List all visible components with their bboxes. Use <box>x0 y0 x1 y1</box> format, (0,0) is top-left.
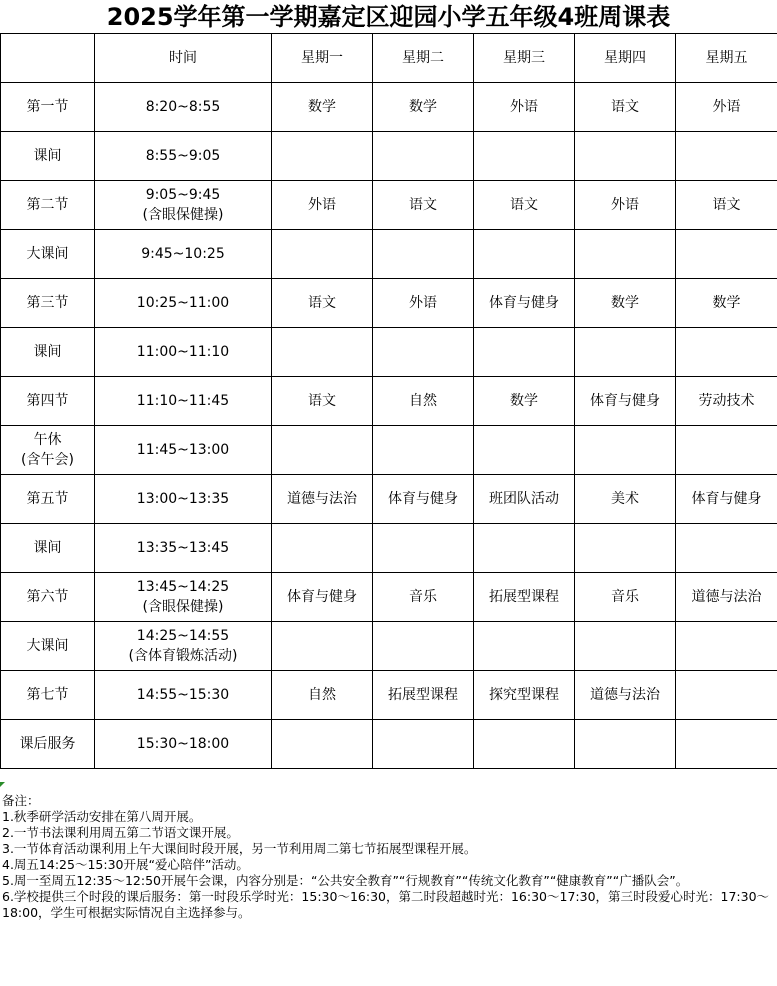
subject-cell-wed <box>474 132 575 181</box>
time-range: 13:35~13:45 <box>136 540 230 556</box>
table-row <box>1 83 777 132</box>
period-label: 大课间 <box>26 638 69 654</box>
subject-cell-thu <box>575 230 676 279</box>
day-header-tue: 星期二 <box>373 34 474 83</box>
time-cell <box>95 328 272 377</box>
timetable <box>0 33 777 769</box>
time-range: 11:45~13:00 <box>136 442 230 458</box>
period-label: 午休 <box>33 432 62 448</box>
table-row <box>1 132 777 181</box>
subject-cell-mon <box>272 720 373 769</box>
subject-cell-wed: 体育与健身 <box>474 279 575 328</box>
time-header: 时间 <box>95 34 272 83</box>
time-range: 13:00~13:35 <box>136 491 230 507</box>
time-cell <box>95 132 272 181</box>
subject-cell-fri <box>676 230 777 279</box>
time-range: 14:25~14:55 <box>136 628 230 644</box>
time-note: (含眼保健操) <box>142 599 224 615</box>
period-cell <box>1 573 95 622</box>
subject-cell-fri <box>676 328 777 377</box>
note-line: 4.周五14:25～15:30开展“爱心陪伴”活动。 <box>2 857 249 872</box>
time-cell <box>95 181 272 230</box>
subject-cell-tue: 语文 <box>373 181 474 230</box>
period-label: 课间 <box>33 148 62 164</box>
table-row <box>1 720 777 769</box>
subject-cell-mon <box>272 132 373 181</box>
period-cell <box>1 230 95 279</box>
subject-cell-tue <box>373 720 474 769</box>
time-cell <box>95 377 272 426</box>
period-label: 第七节 <box>26 687 69 703</box>
period-label: 课间 <box>33 344 62 360</box>
subject-cell-tue: 外语 <box>373 279 474 328</box>
subject-cell-tue: 数学 <box>373 83 474 132</box>
day-header-mon: 星期一 <box>272 34 373 83</box>
period-cell <box>1 328 95 377</box>
subject-cell-thu: 美术 <box>575 475 676 524</box>
period-cell <box>1 132 95 181</box>
time-cell <box>95 279 272 328</box>
time-range: 11:00~11:10 <box>136 344 230 360</box>
time-cell <box>95 524 272 573</box>
cell-marker <box>0 782 5 787</box>
subject-cell-fri: 体育与健身 <box>676 475 777 524</box>
period-note: (含午会) <box>21 452 74 468</box>
period-cell <box>1 720 95 769</box>
period-label: 课间 <box>33 540 62 556</box>
time-range: 8:20~8:55 <box>145 99 221 115</box>
time-cell <box>95 230 272 279</box>
subject-cell-tue <box>373 230 474 279</box>
subject-cell-tue <box>373 622 474 671</box>
subject-cell-thu: 音乐 <box>575 573 676 622</box>
table-row <box>1 524 777 573</box>
table-row <box>1 426 777 475</box>
subject-cell-mon <box>272 426 373 475</box>
subject-cell-mon: 数学 <box>272 83 373 132</box>
period-label: 第一节 <box>26 99 69 115</box>
corner-cell <box>1 34 95 83</box>
period-label: 第五节 <box>26 491 69 507</box>
day-header-wed: 星期三 <box>474 34 575 83</box>
subject-cell-fri <box>676 426 777 475</box>
subject-cell-tue <box>373 328 474 377</box>
table-row <box>1 377 777 426</box>
time-cell <box>95 671 272 720</box>
subject-cell-mon <box>272 230 373 279</box>
subject-cell-fri <box>676 524 777 573</box>
subject-cell-wed <box>474 720 575 769</box>
note-line: 2.一节书法课利用周五第二节语文课开展。 <box>2 825 239 840</box>
time-cell <box>95 720 272 769</box>
period-cell <box>1 524 95 573</box>
subject-cell-fri <box>676 720 777 769</box>
subject-cell-thu: 道德与法治 <box>575 671 676 720</box>
subject-cell-fri: 语文 <box>676 181 777 230</box>
subject-cell-mon <box>272 622 373 671</box>
subject-cell-wed <box>474 426 575 475</box>
table-row <box>1 475 777 524</box>
subject-cell-wed: 语文 <box>474 181 575 230</box>
subject-cell-wed: 数学 <box>474 377 575 426</box>
subject-cell-mon: 外语 <box>272 181 373 230</box>
time-range: 10:25~11:00 <box>136 295 230 311</box>
subject-cell-mon: 语文 <box>272 279 373 328</box>
period-cell <box>1 426 95 475</box>
subject-cell-fri: 数学 <box>676 279 777 328</box>
period-cell <box>1 671 95 720</box>
subject-cell-mon: 自然 <box>272 671 373 720</box>
subject-cell-wed <box>474 524 575 573</box>
time-range: 8:55~9:05 <box>145 148 221 164</box>
time-range: 15:30~18:00 <box>136 736 230 752</box>
time-range: 13:45~14:25 <box>136 579 230 595</box>
subject-cell-tue <box>373 132 474 181</box>
subject-cell-wed <box>474 230 575 279</box>
subject-cell-thu: 语文 <box>575 83 676 132</box>
subject-cell-fri: 外语 <box>676 83 777 132</box>
time-cell <box>95 622 272 671</box>
note-line: 6.学校提供三个时段的课后服务：第一时段乐学时光：15:30～16:30，第二时段超越时光：16:30～17:30，第三时段爱心时光：17:30～18:00，学生可根据实际情况自主选择参与。 <box>2 889 770 920</box>
period-label: 课后服务 <box>19 736 76 752</box>
time-cell <box>95 83 272 132</box>
time-cell <box>95 573 272 622</box>
table-row <box>1 181 777 230</box>
table-row <box>1 573 777 622</box>
notes-section <box>2 793 775 921</box>
subject-cell-thu <box>575 328 676 377</box>
page-title: 2025学年第一学期嘉定区迎园小学五年级4班周课表 <box>106 3 671 31</box>
header-row <box>1 34 777 83</box>
note-line: 5.周一至周五12:35～12:50开展午会课，内容分别是：“公共安全教育”“行规教育”“传统文化教育”“健康教育”“广播队会”。 <box>2 873 689 888</box>
period-cell <box>1 279 95 328</box>
period-cell <box>1 377 95 426</box>
subject-cell-thu <box>575 622 676 671</box>
notes-heading: 备注： <box>2 793 40 808</box>
period-label: 大课间 <box>26 246 69 262</box>
subject-cell-fri <box>676 622 777 671</box>
subject-cell-thu <box>575 132 676 181</box>
subject-cell-wed: 拓展型课程 <box>474 573 575 622</box>
subject-cell-wed: 外语 <box>474 83 575 132</box>
subject-cell-mon <box>272 328 373 377</box>
subject-cell-thu: 数学 <box>575 279 676 328</box>
subject-cell-wed <box>474 328 575 377</box>
time-cell <box>95 426 272 475</box>
subject-cell-tue: 音乐 <box>373 573 474 622</box>
subject-cell-thu <box>575 426 676 475</box>
subject-cell-fri <box>676 132 777 181</box>
subject-cell-fri: 劳动技术 <box>676 377 777 426</box>
table-row <box>1 328 777 377</box>
period-label: 第四节 <box>26 393 69 409</box>
period-cell <box>1 181 95 230</box>
subject-cell-fri <box>676 671 777 720</box>
table-row <box>1 279 777 328</box>
time-cell <box>95 475 272 524</box>
subject-cell-thu <box>575 524 676 573</box>
table-row <box>1 671 777 720</box>
period-label: 第六节 <box>26 589 69 605</box>
period-label: 第三节 <box>26 295 69 311</box>
subject-cell-fri: 道德与法治 <box>676 573 777 622</box>
day-header-fri: 星期五 <box>676 34 777 83</box>
time-range: 11:10~11:45 <box>136 393 230 409</box>
subject-cell-mon: 语文 <box>272 377 373 426</box>
time-range: 9:45~10:25 <box>141 246 225 262</box>
subject-cell-tue <box>373 426 474 475</box>
subject-cell-wed <box>474 622 575 671</box>
table-row <box>1 230 777 279</box>
day-header-thu: 星期四 <box>575 34 676 83</box>
subject-cell-mon <box>272 524 373 573</box>
time-note: (含体育锻炼活动) <box>128 648 238 664</box>
subject-cell-wed: 探究型课程 <box>474 671 575 720</box>
period-cell <box>1 475 95 524</box>
table-row <box>1 622 777 671</box>
time-note: (含眼保健操) <box>142 207 224 223</box>
subject-cell-thu: 体育与健身 <box>575 377 676 426</box>
subject-cell-tue: 拓展型课程 <box>373 671 474 720</box>
period-cell <box>1 622 95 671</box>
note-line: 1.秋季研学活动安排在第八周开展。 <box>2 809 202 824</box>
subject-cell-thu <box>575 720 676 769</box>
subject-cell-tue: 体育与健身 <box>373 475 474 524</box>
subject-cell-tue: 自然 <box>373 377 474 426</box>
time-range: 14:55~15:30 <box>136 687 230 703</box>
note-line: 3.一节体育活动课利用上午大课间时段开展，另一节利用周二第七节拓展型课程开展。 <box>2 841 477 856</box>
period-label: 第二节 <box>26 197 69 213</box>
subject-cell-wed: 班团队活动 <box>474 475 575 524</box>
subject-cell-mon: 道德与法治 <box>272 475 373 524</box>
subject-cell-mon: 体育与健身 <box>272 573 373 622</box>
time-range: 9:05~9:45 <box>145 187 221 203</box>
period-cell <box>1 83 95 132</box>
subject-cell-thu: 外语 <box>575 181 676 230</box>
subject-cell-tue <box>373 524 474 573</box>
